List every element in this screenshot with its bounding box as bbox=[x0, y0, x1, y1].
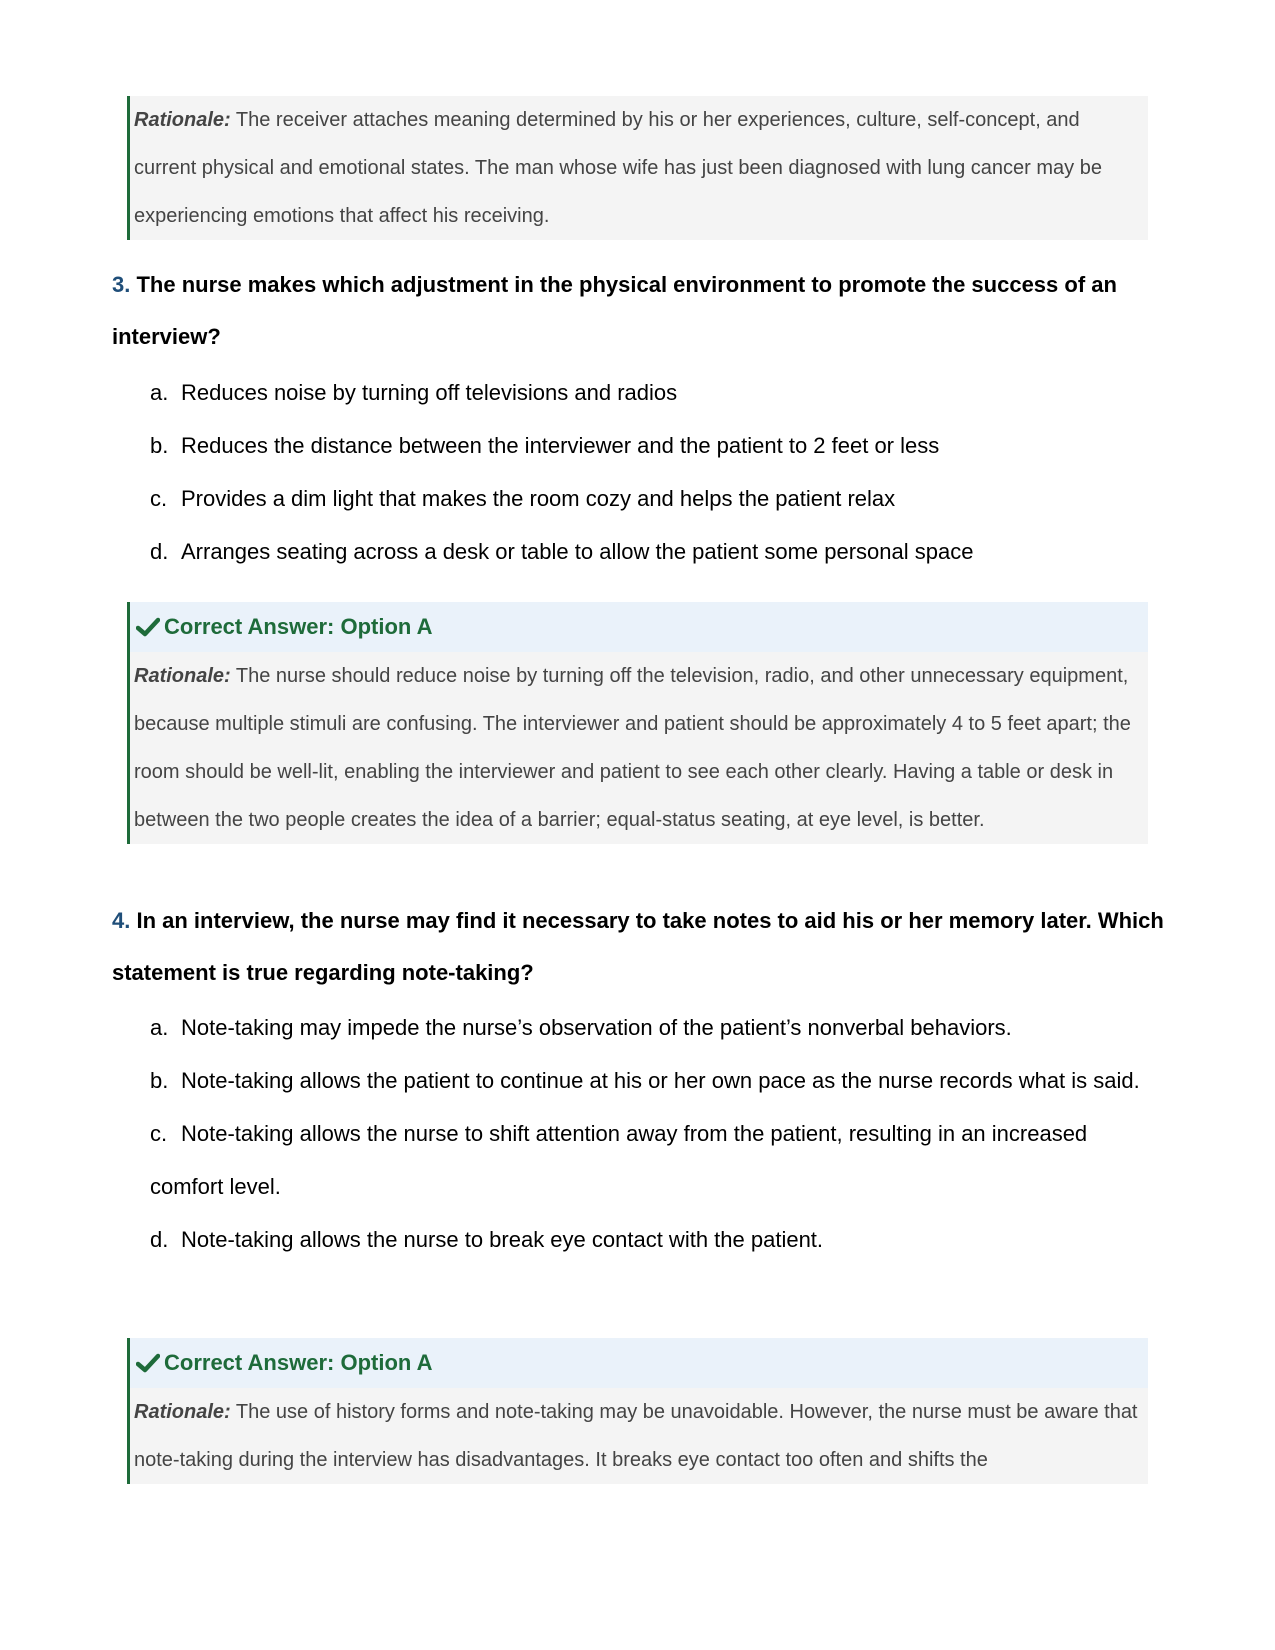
question-number: 4. bbox=[112, 908, 131, 933]
rationale-label: Rationale: bbox=[134, 109, 231, 131]
correct-answer bbox=[130, 602, 1148, 652]
rationale-content: The use of history forms and note-taking may be unavoidable. However, the nurse must be aware that note-taking during the interview has disadvantages. It breaks eye contact too often and shifts the bbox=[134, 1401, 1138, 1471]
rationale-text bbox=[130, 652, 1148, 844]
rationale-label: Rationale: bbox=[134, 1401, 231, 1423]
options-list-q3 bbox=[150, 366, 1160, 578]
rationale-text bbox=[130, 1388, 1148, 1484]
correct-answer bbox=[130, 1338, 1148, 1388]
question-3 bbox=[112, 259, 1172, 363]
option-b: b. Note-taking allows the patient to continue at his or her own pace as the nurse records what is said. bbox=[150, 1068, 1140, 1093]
question-number: 3. bbox=[112, 272, 131, 297]
question-4 bbox=[112, 895, 1172, 999]
option-d: d. Arranges seating across a desk or table to allow the patient some personal space bbox=[150, 539, 974, 564]
question-text: In an interview, the nurse may find it necessary to take notes to aid his or her memory later. Which statement is true regarding note-taking? bbox=[112, 908, 1164, 985]
answer-block-q3 bbox=[127, 602, 1148, 844]
correct-answer-text: Correct Answer: Option A bbox=[164, 614, 433, 639]
options-list-q4 bbox=[150, 1001, 1160, 1266]
rationale-content: The nurse should reduce noise by turning off the television, radio, and other unnecessary equipment, because multiple stimuli are confusing. The interviewer and patient should be approximately 4 to 5 feet apart; the room should be well-lit, enabling the interviewer and patient to see each other clearly. Having a table or desk in between the two people creates the idea of a barrier; equal-status seating, at eye level, is better. bbox=[134, 665, 1131, 831]
option-a: a. Note-taking may impede the nurse’s observation of the patient’s nonverbal behaviors. bbox=[150, 1015, 1012, 1040]
option-a: a. Reduces noise by turning off televisions and radios bbox=[150, 380, 678, 405]
check-icon bbox=[136, 1353, 162, 1373]
correct-answer-text: Correct Answer: Option A bbox=[164, 1350, 433, 1375]
option-c: c. Provides a dim light that makes the room cozy and helps the patient relax bbox=[150, 486, 896, 511]
rationale-content: The receiver attaches meaning determined by his or her experiences, culture, self-concept, and current physical and emotional states. The man whose wife has just been diagnosed with lung cancer may be experiencing emotions that affect his receiving. bbox=[134, 109, 1102, 227]
option-c: c. Note-taking allows the nurse to shift attention away from the patient, resulting in an increased comfort level. bbox=[150, 1121, 1088, 1199]
rationale-label: Rationale: bbox=[134, 665, 231, 687]
option-d: d. Note-taking allows the nurse to break eye contact with the patient. bbox=[150, 1227, 824, 1252]
option-b: b. Reduces the distance between the interviewer and the patient to 2 feet or less bbox=[150, 433, 940, 458]
check-icon bbox=[136, 617, 162, 637]
rationale-block-q2 bbox=[127, 96, 1148, 240]
answer-block-q4 bbox=[127, 1338, 1148, 1484]
question-text: The nurse makes which adjustment in the physical environment to promote the success of an interview? bbox=[112, 272, 1117, 349]
rationale-text bbox=[130, 96, 1148, 240]
